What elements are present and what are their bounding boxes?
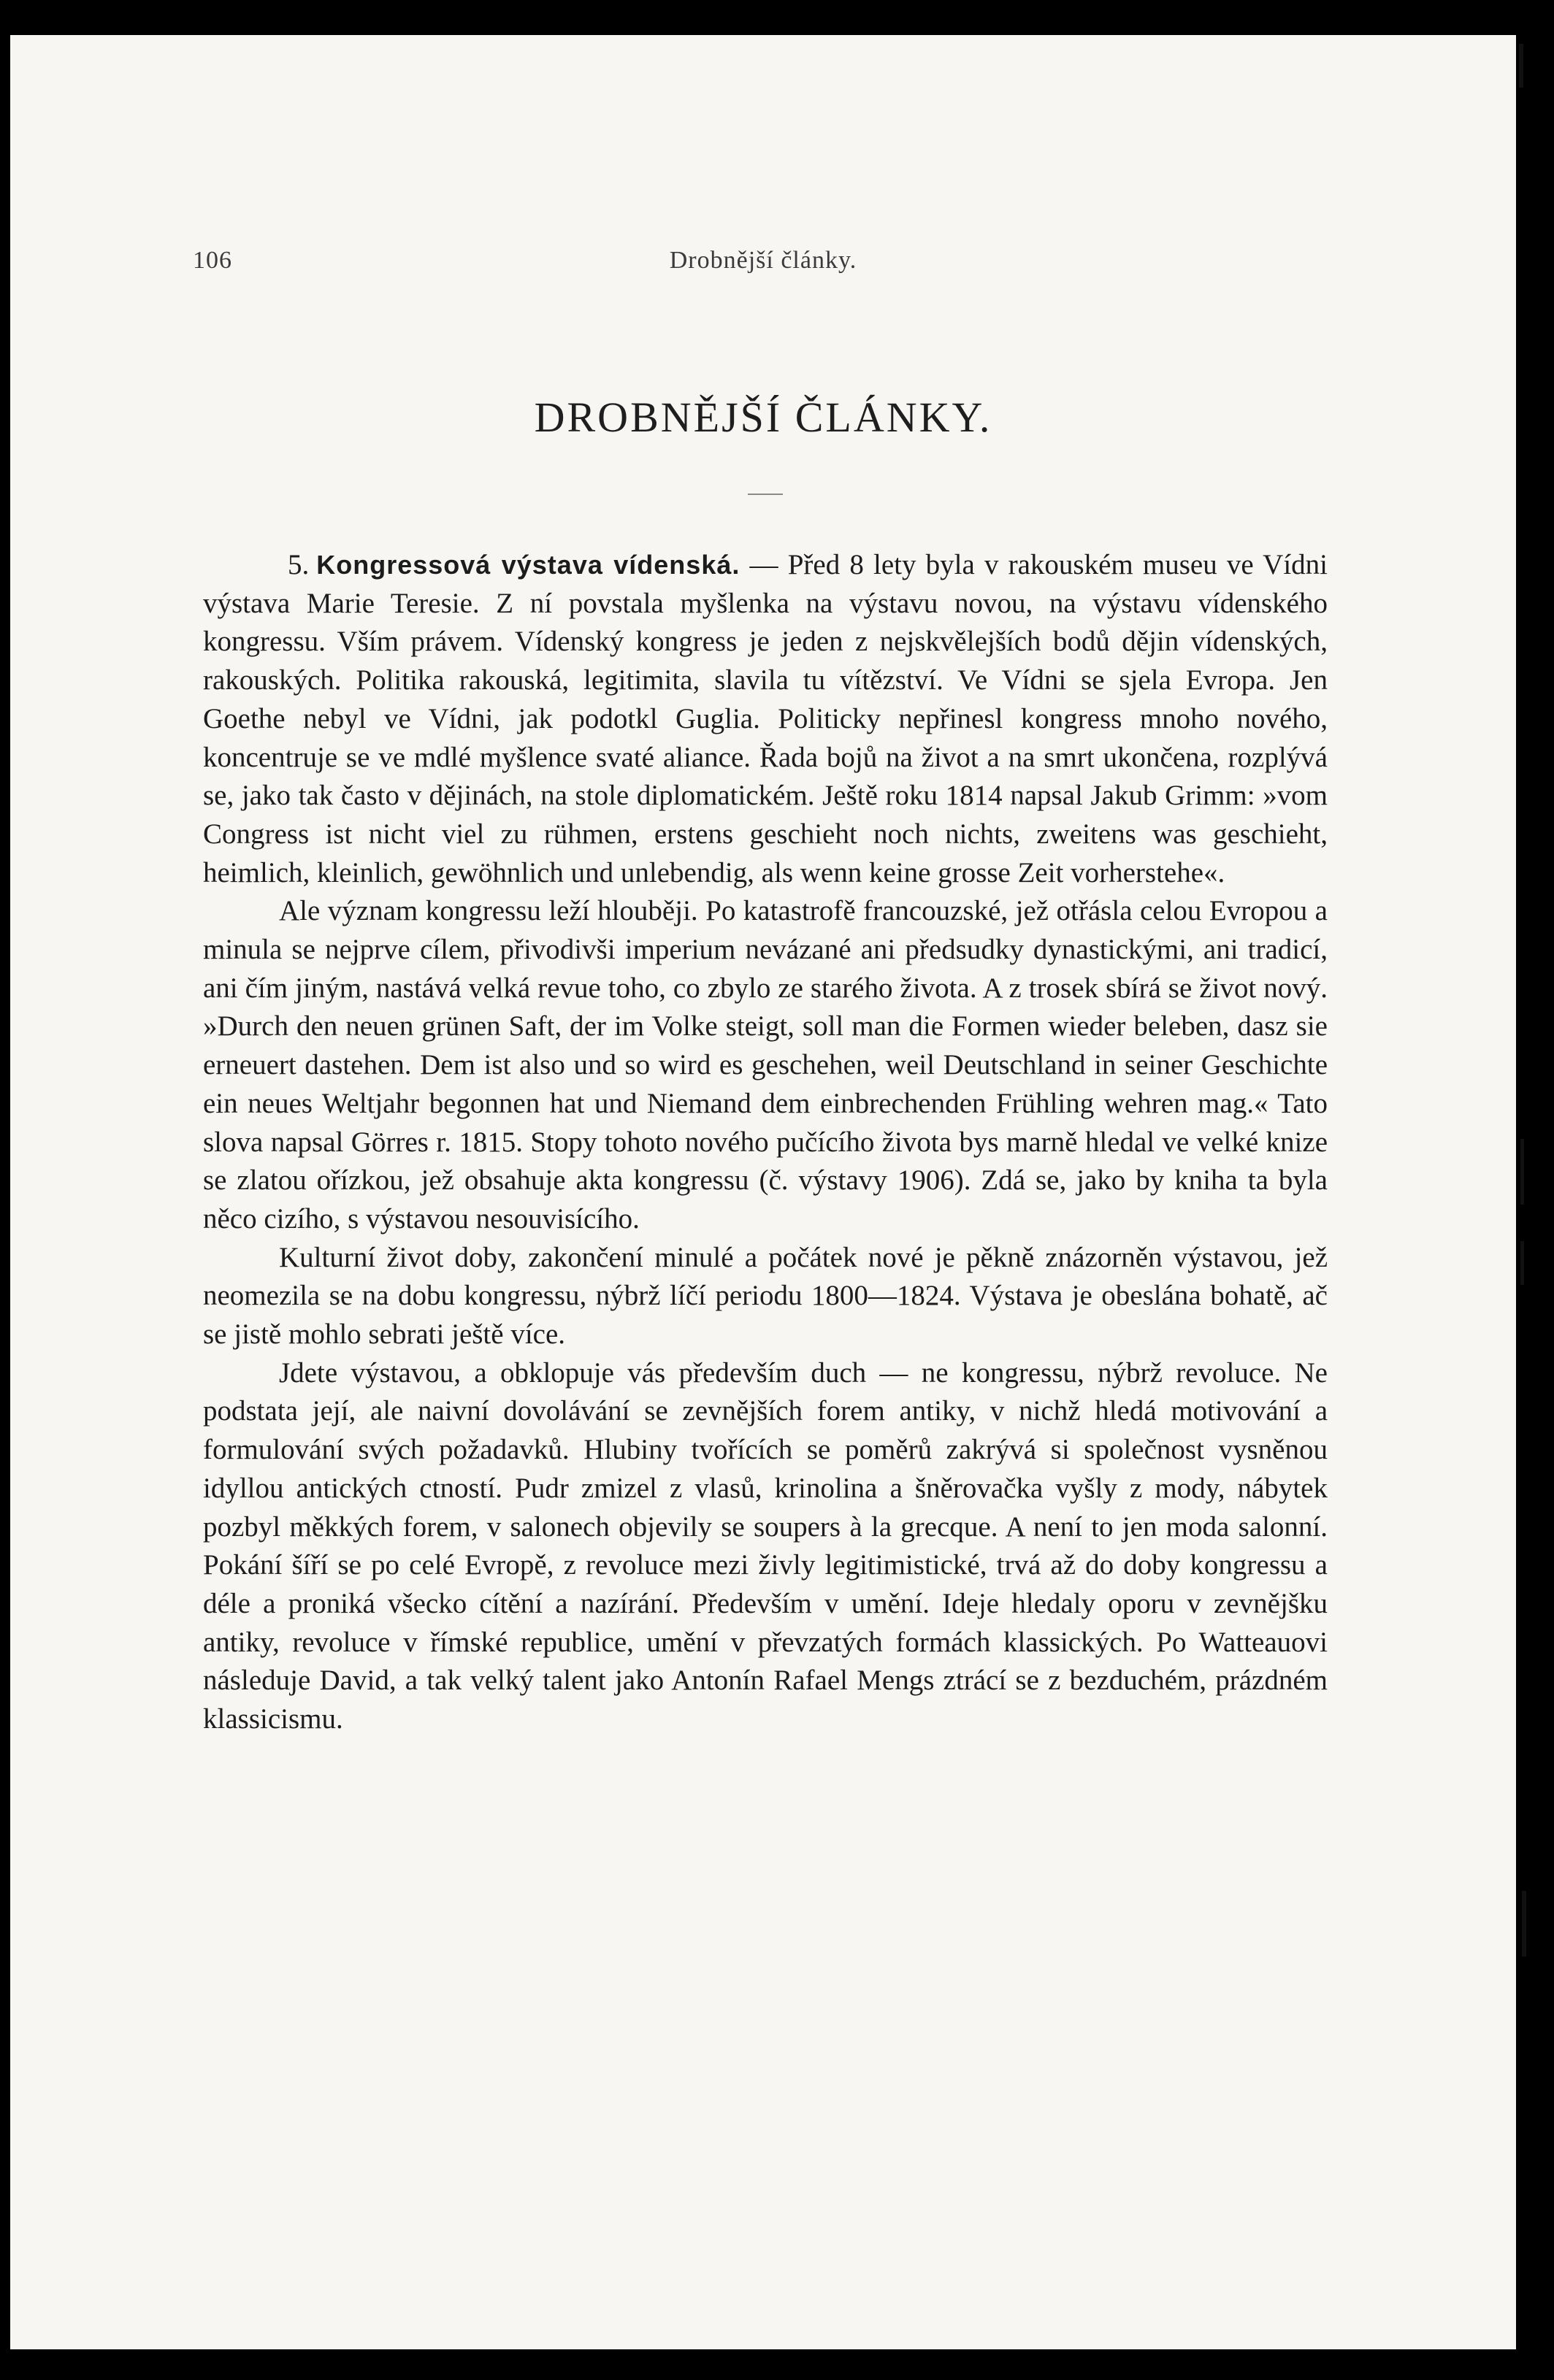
scan-edge-mark <box>1522 1891 1526 1957</box>
paragraph-3: Kulturní život doby, zakončení minulé a počátek nové je pěkně znázorněn výstavou, jež neomezila se na dobu kongressu, nýbrž líčí periodu 1800—1824. Výstava je obeslána bohatě, ač se jistě mohlo sebrati ještě více. <box>203 1241 1328 1351</box>
section-intro-text: — Před 8 lety byla v rakouském museu ve Vídni výstava Marie Teresie. Z ní povstala myšlenka na výstavu novou, na výstavu vídenského kongressu. Vším právem. Vídenský kongress je jeden z nejskvělejších bodů dějin vídenských, rakouských. Politika rakouská, legitimita, slavila tu vítězství. Ve Vídni se sjela Evropa. Jen Goethe nebyl ve Vídni, jak podotkl Guglia. Politicky nepřinesl kongress mnoho nového, koncentruje se ve mdlé myšlence svaté aliance. Řada bojů na život a na smrt ukončena, rozplývá se, jako tak často v dějinách, na stole diplomatickém. Ještě roku 1814 napsal Jakub Grimm: »vom Congress ist nicht viel zu rühmen, erstens geschieht noch nichts, zweitens was geschieht, heimlich, kleinlich, gewöhnlich und unlebendig, als wenn keine grosse Zeit vorherstehe«. <box>203 549 1328 888</box>
paragraph-2: Ale význam kongressu leží hlouběji. Po katastrofě francouzské, jež otřásla celou Evropou a minula se nejprve cílem, přivodivši imperium nevázané ani předsudky dynastickými, ani tradicí, ani čím jiným, nastává velká revue toho, co zbylo ze starého života. A z trosek sbírá se život nový. »Durch den neuen grünen Saft, der im Volke steigt, soll man die Formen wieder beleben, dasz sie erneuert dastehen. Dem ist also und so wird es geschehen, weil Deutschland in seiner Geschichte ein neues Weltjahr begonnen hat und Niemand dem einbrechenden Frühling wehren mag.« Tato slova napsal Görres r. 1815. Stopy tohoto nového pučícího života bys marně hledal ve velké knize se zlatou ořízkou, jež obsahuje akta kongressu (č. výstavy 1906). Zdá se, jako by kniha ta byla něco cizího, s výstavou nesouvisícího. <box>203 895 1328 1235</box>
section-number: 5. <box>288 549 310 580</box>
scan-edge-mark <box>1520 1139 1524 1205</box>
book-page <box>10 35 1516 2349</box>
running-header <box>10 247 1516 283</box>
scan-edge-mark <box>1520 1241 1524 1285</box>
paragraph-1 <box>203 546 1328 892</box>
scan-edge-mark <box>1519 44 1523 88</box>
page-number: 106 <box>193 247 232 274</box>
paragraph-4: Jdete výstavou, a obklopuje vás především duch — ne kongressu, nýbrž revoluce. Ne podstata její, ale naivní dovolávání se zevnějších forem antiky, v nichž hledá motivování a formulování svých požadavků. Hlubiny tvořících se poměrů zakrývá si společnost vysněnou idyllou antických ctností. Pudr zmizel z vlasů, krinolina a šněrovačka vyšly z mody, nábytek pozbyl měkkých forem, v salonech objevily se soupers à la grecque. A není to jen moda salonní. Pokání šíří se po celé Evropě, z revoluce mezi živly legitimistické, trvá až do doby kongressu a déle a proniká všecko cítění a nazírání. Především v umění. Ideje hledaly oporu v zevnějšku antiky, revoluce v římské republice, umění v převzatých formách klassických. Po Watteauovi následuje David, a tak velký talent jako Antonín Rafael Mengs ztrácí se z bezduchém, prázdném klassicismu. <box>203 1356 1328 1735</box>
title-divider <box>748 494 783 495</box>
running-title: Drobnější články. <box>669 247 857 274</box>
chapter-title: DROBNĚJŠÍ ČLÁNKY. <box>534 394 992 441</box>
section-title: Kongressová výstava vídenská. <box>316 550 740 580</box>
article-body <box>203 546 1328 1739</box>
